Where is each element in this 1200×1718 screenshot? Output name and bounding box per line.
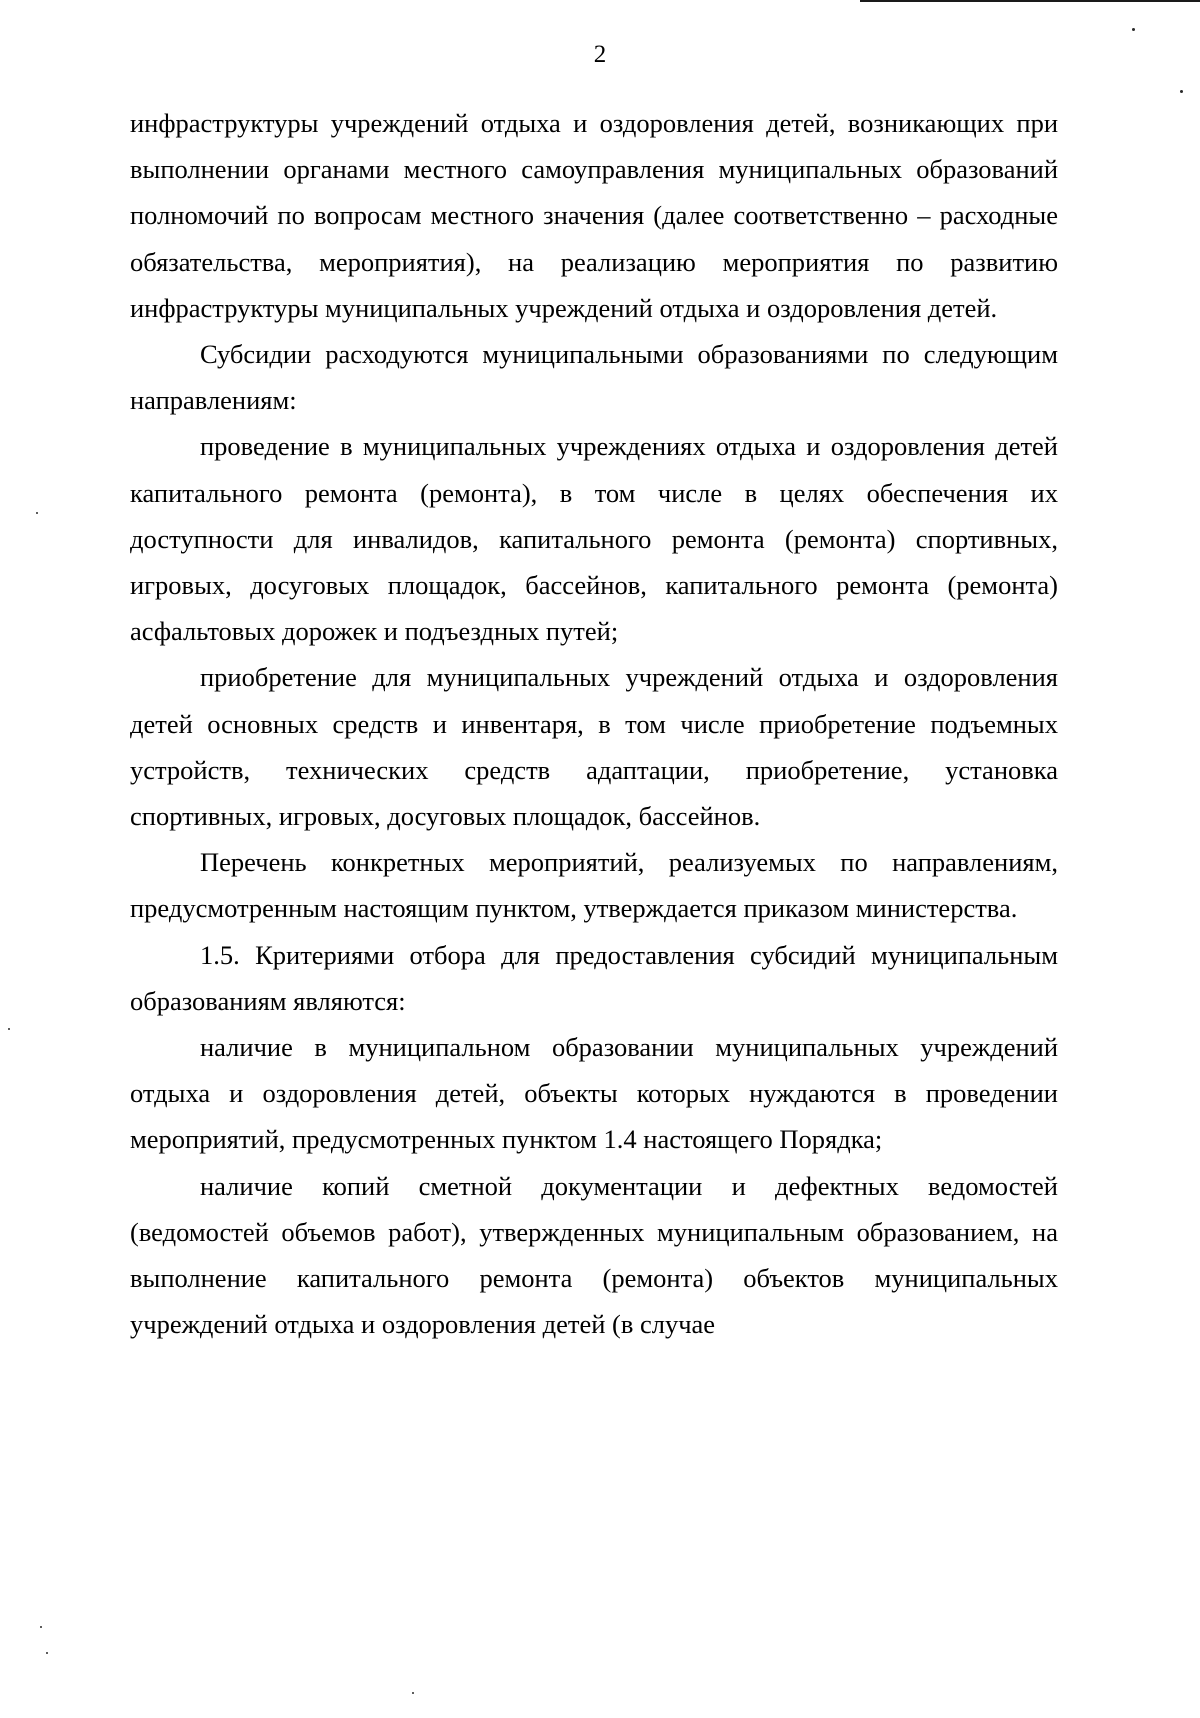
paragraph-criterion-institutions: наличие в муниципальном образовании муниципальных учреждений отдыха и оздоровления детей, объекты которых нуждаются в проведении мероприятий, предусмотренных пунктом 1.4 настоящего Порядка;: [130, 1032, 1058, 1155]
scan-speck: [412, 1692, 414, 1694]
paragraph-acquisition-direction: приобретение для муниципальных учреждений отдыха и оздоровления детей основных средств и инвентаря, в том числе приобретение подъемных устройств, технических средств адаптации, приобретение, установка спортивных, игровых, досуговых площадок, бассейнов.: [130, 662, 1058, 832]
document-body: [130, 100, 1058, 1347]
top-edge-rule: [860, 0, 1200, 2]
paragraph-criterion-documentation: наличие копий сметной документации и дефектных ведомостей (ведомостей объемов работ), утвержденных муниципальным образованием, на выполнение капитального ремонта (ремонта) объектов муниципальных учреждений отдыха и оздоровления детей (в случае: [130, 1170, 1058, 1340]
paragraph-repair-direction: проведение в муниципальных учреждениях отдыха и оздоровления детей капитального ремонта (ремонта), в том числе в целях обеспечения их доступности для инвалидов, капитального ремонта (ремонта) спортивных, игровых, досуговых площадок, бассейнов, капитального ремонта (ремонта) асфальтовых дорожек и подъездных путей;: [130, 431, 1058, 647]
paragraph-selection-criteria: 1.5. Критериями отбора для предоставления субсидий муниципальным образованиям являются:: [130, 939, 1058, 1016]
scan-speck: [40, 1626, 42, 1628]
scan-speck: [1180, 90, 1183, 93]
scan-speck: [36, 512, 38, 514]
scan-speck: [1132, 28, 1135, 31]
scan-speck: [8, 1028, 10, 1030]
page-number: 2: [593, 41, 607, 68]
paragraph-measures-list: Перечень конкретных мероприятий, реализуемых по направлениям, предусмотренным настоящим пунктом, утверждается приказом министерства.: [130, 847, 1058, 924]
paragraph-continuation: инфраструктуры учреждений отдыха и оздоровления детей, возникающих при выполнении органами местного самоуправления муниципальных образований полномочий по вопросам местного значения (далее соответственно – расходные обязательства, мероприятия), на реализацию мероприятия по развитию инфраструктуры муниципальных учреждений отдыха и оздоровления детей.: [130, 108, 1058, 323]
paragraph-subsidies-directions: Субсидии расходуются муниципальными образованиями по следующим направлениям:: [130, 339, 1058, 416]
scan-speck: [46, 1652, 48, 1654]
